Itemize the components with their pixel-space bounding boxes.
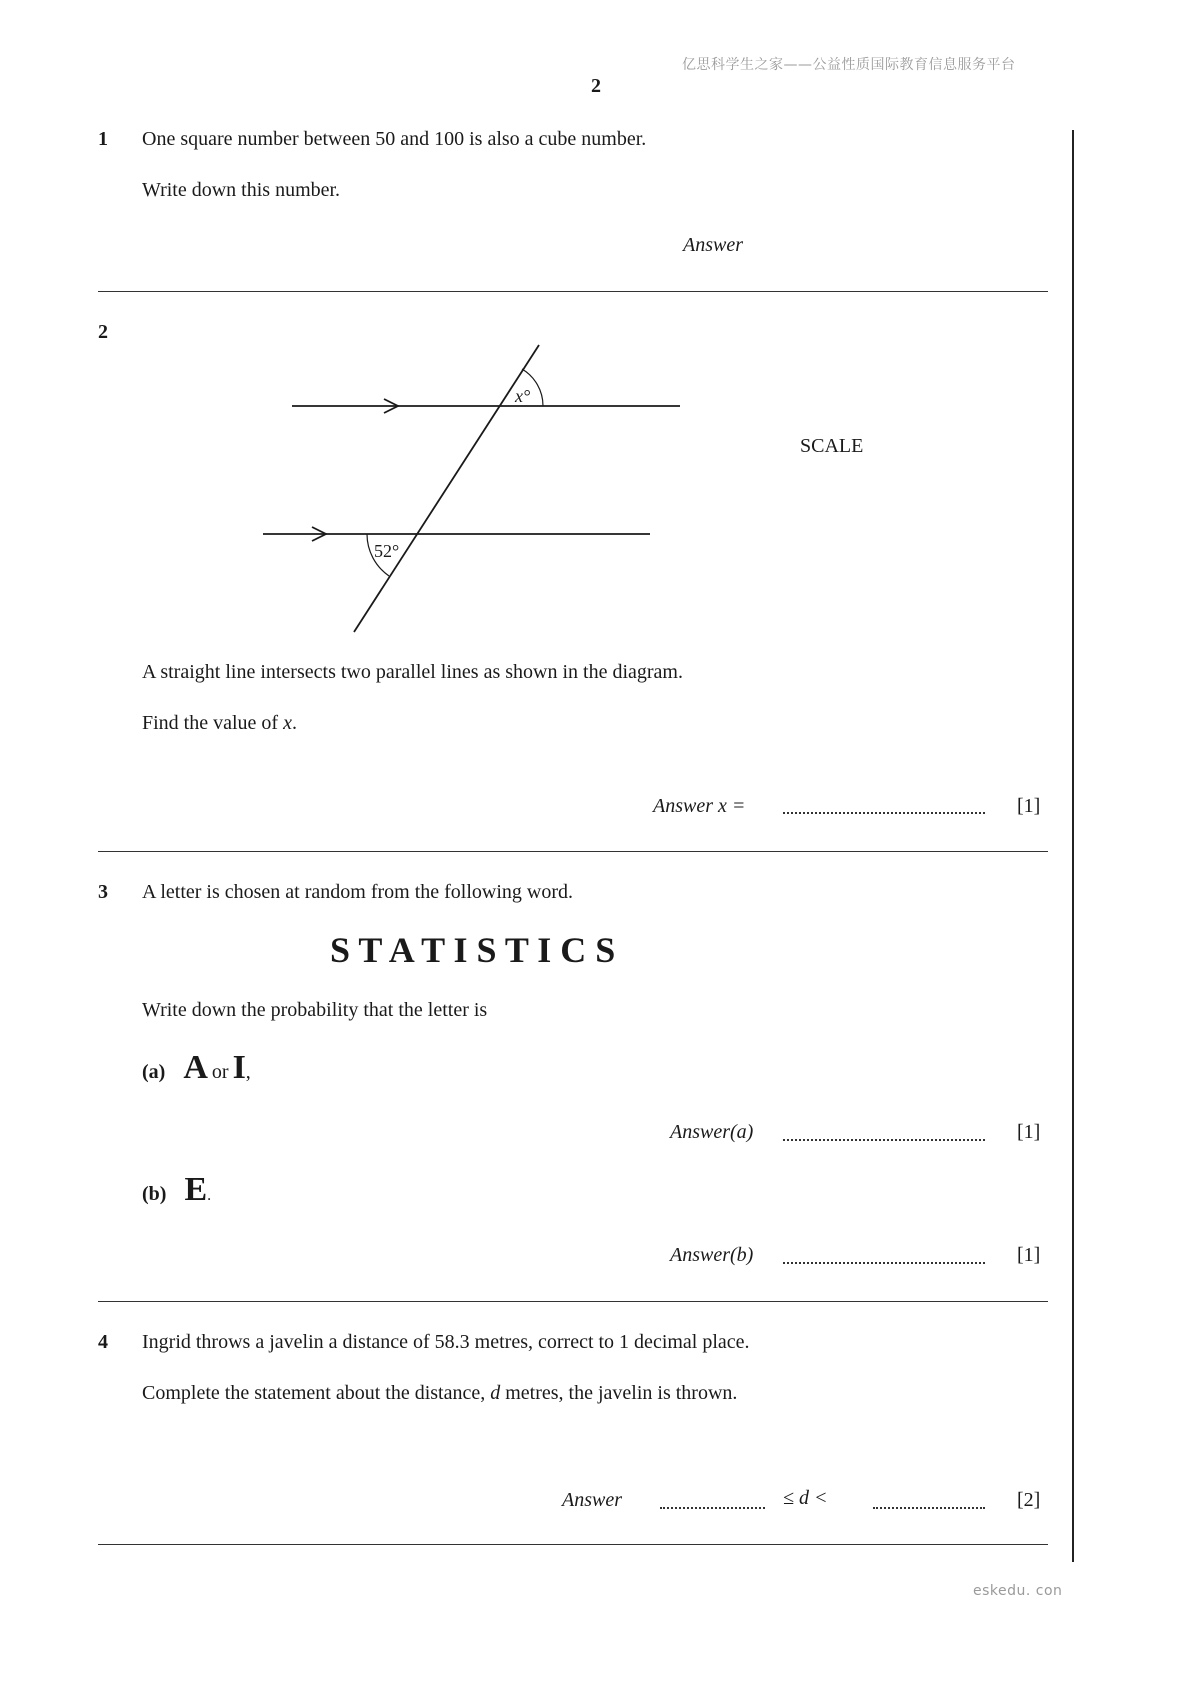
q1-text-2: Write down this number. [142, 179, 341, 201]
q3-text-1: A letter is chosen at random from the following word. [142, 881, 574, 903]
q3a-letter-a: A [183, 1049, 208, 1086]
angle-52-label: 52° [374, 541, 400, 561]
q3a-or: or [211, 1061, 229, 1083]
q4-upper-bound-line[interactable] [873, 1507, 985, 1509]
right-margin-rule [1072, 130, 1074, 1562]
q3b-mark: [1] [1017, 1244, 1041, 1266]
q2-variable-x: x [283, 712, 292, 734]
q3a-letter-i: I [232, 1049, 246, 1086]
q4-text-2-suffix: metres, the javelin is thrown. [500, 1382, 738, 1404]
q3-text-2: Write down the probability that the letter is [142, 999, 488, 1021]
q3-part-a [142, 1046, 251, 1096]
q4-text-1: Ingrid throws a javelin a distance of 58.3 metres, correct to 1 decimal place. [142, 1331, 750, 1353]
divider-3 [98, 1301, 1048, 1302]
q2-text-2 [142, 711, 297, 735]
q2-text-1: A straight line intersects two parallel lines as shown in the diagram. [142, 661, 683, 683]
divider-2 [98, 851, 1048, 852]
q4-lower-bound-line[interactable] [660, 1507, 765, 1509]
footer-watermark: eskedu. con [973, 1583, 1063, 1599]
q4-number: 4 [98, 1331, 108, 1353]
q3b-answer-line[interactable] [783, 1262, 985, 1264]
q2-answer-line[interactable] [783, 812, 985, 814]
q1-answer-label: Answer [683, 234, 743, 256]
q2-text-2-prefix: Find the value of [142, 712, 284, 734]
angle-x-label: x° [515, 386, 531, 406]
q3a-comma: , [245, 1061, 251, 1083]
divider-1 [98, 291, 1048, 292]
q3b-answer-label: Answer(b) [670, 1244, 754, 1266]
q4-mark: [2] [1017, 1489, 1041, 1511]
q1-number: 1 [98, 128, 108, 150]
q3a-answer-label: Answer(a) [670, 1121, 754, 1143]
scale-note: SCALE [800, 435, 864, 457]
q4-inequality: ≤ d < [783, 1487, 828, 1509]
q3-part-b [142, 1168, 211, 1218]
q3a-mark: [1] [1017, 1121, 1041, 1143]
q4-variable-d: d [490, 1382, 501, 1404]
q2-answer-label: Answer x = [653, 795, 746, 817]
header-watermark: 亿思科学生之家——公益性质国际教育信息服务平台 [682, 57, 1016, 73]
q3b-period: . [207, 1187, 212, 1204]
q4-text-2 [142, 1381, 737, 1405]
q3b-letter-e: E [184, 1171, 208, 1208]
q3a-label: (a) [142, 1061, 166, 1083]
q1-text-1: One square number between 50 and 100 is also a cube number. [142, 128, 647, 150]
q3-word: S T A T I S T I C S [330, 930, 616, 970]
q2-text-2-suffix: . [291, 712, 297, 734]
q4-answer-label: Answer [562, 1489, 622, 1511]
q3a-answer-line[interactable] [783, 1139, 985, 1141]
q3-number: 3 [98, 881, 108, 903]
page-number: 2 [591, 75, 601, 97]
q2-mark: [1] [1017, 795, 1041, 817]
parallel-lines-diagram [250, 335, 690, 635]
q3b-label: (b) [142, 1183, 167, 1205]
divider-4 [98, 1544, 1048, 1545]
transversal-line [354, 345, 539, 632]
q4-text-2-prefix: Complete the statement about the distance, [142, 1382, 491, 1404]
q2-number: 2 [98, 321, 108, 343]
